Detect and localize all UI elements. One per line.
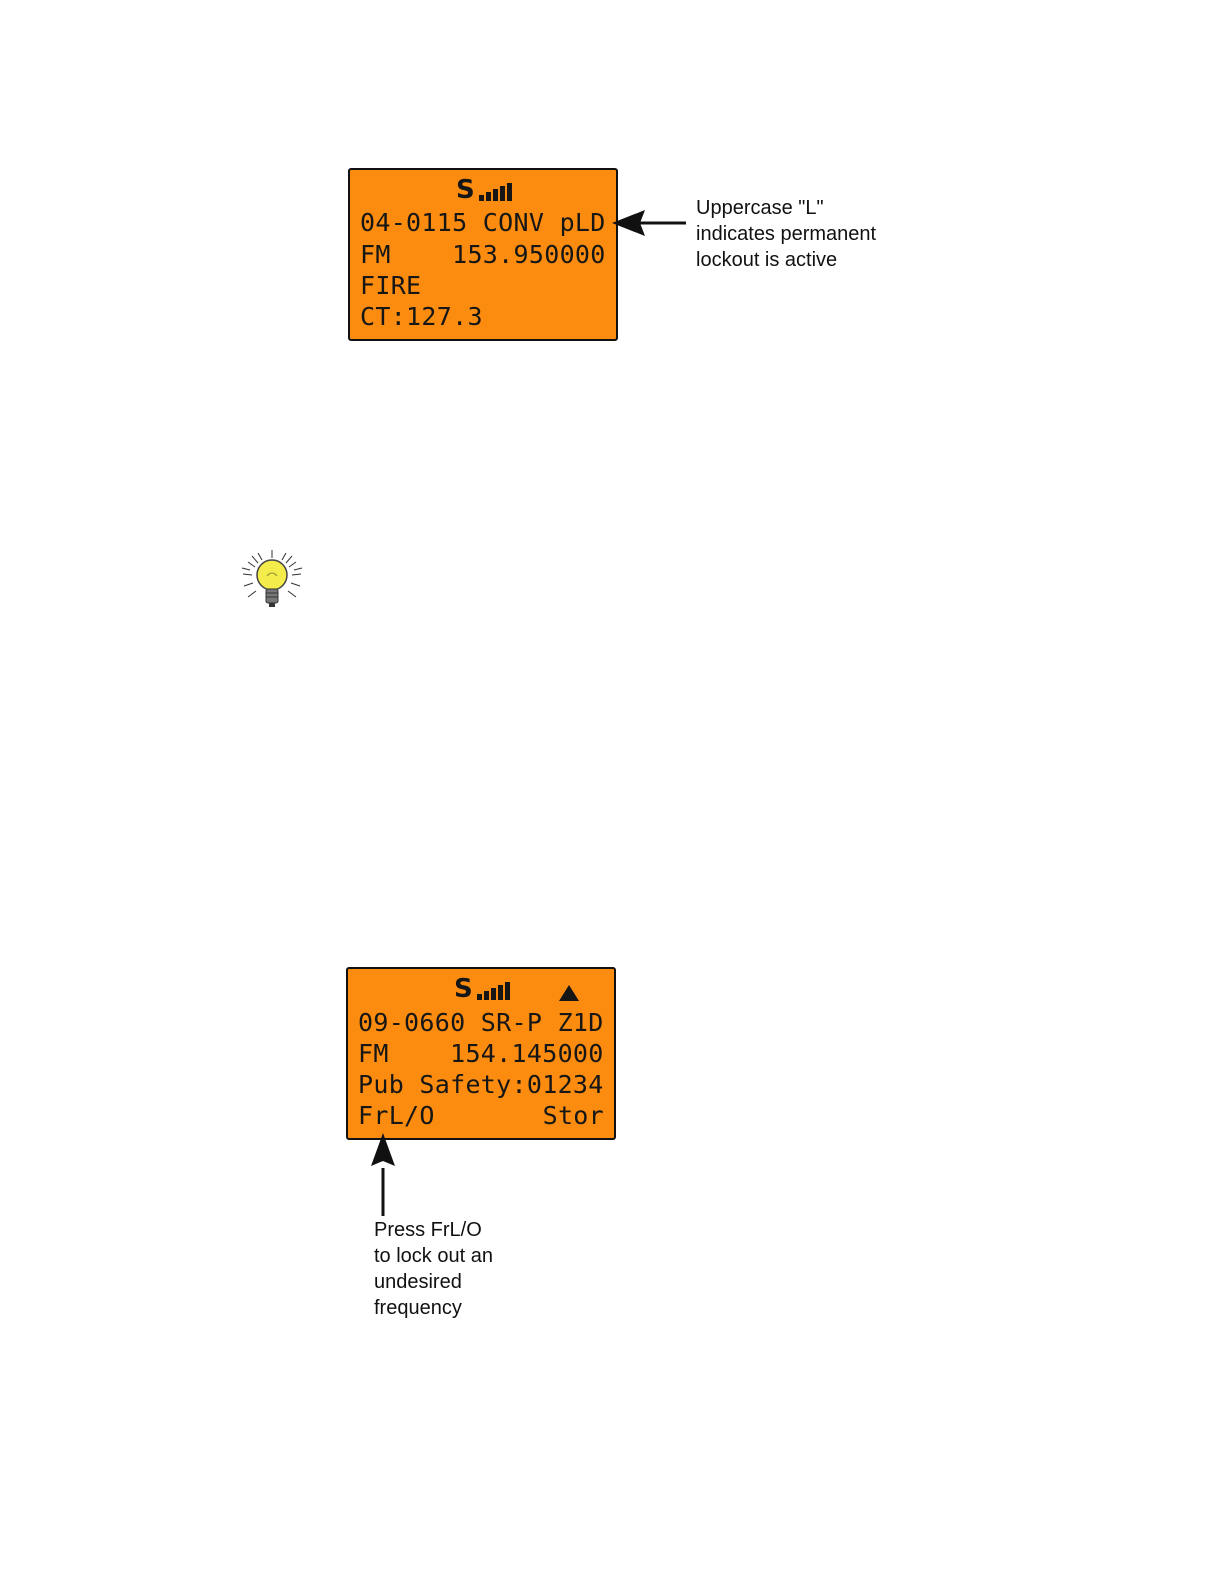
callout-frequency-lockout [374,1217,493,1321]
callout-line: Press FrL/O [374,1219,482,1241]
display-line-tone: CT:127.3 [360,302,483,331]
callout-permanent-lockout [696,195,876,273]
callout-line: lockout is active [696,249,838,271]
display-line-name: Pub Safety:01234 [358,1070,604,1099]
signal-status-row [456,174,512,204]
softkey-stor[interactable]: Stor [542,1101,604,1130]
callout-line: undesired [374,1271,462,1293]
signal-strength-icon [477,980,510,1000]
callout-line: frequency [374,1297,462,1319]
scanner-display-permanent-lockout [348,168,618,341]
display-line-frequency: FM 153.950000 [360,240,606,269]
callout-line: Uppercase "L" [696,197,824,219]
softkey-frl-o[interactable]: FrL/O [358,1101,435,1130]
signal-strength-icon [479,181,512,201]
scanner-display-frequency-lockout [346,967,616,1140]
callout-line: indicates permanent [696,223,877,245]
signal-status-row [454,973,510,1003]
display-line-channel: 09-0660 SR-P Z1D [358,1008,604,1037]
up-triangle-icon [559,985,579,1001]
signal-s-label: S [456,175,475,205]
display-line-channel: 04-0115 CONV pLD [360,208,606,237]
display-line-frequency: FM 154.145000 [358,1039,604,1068]
arrow-to-lockout-indicator [612,210,686,236]
signal-s-label: S [454,974,473,1004]
display-line-name: FIRE [360,271,422,300]
arrow-to-frl-o-softkey [371,1133,395,1216]
callout-line: to lock out an [374,1245,493,1267]
